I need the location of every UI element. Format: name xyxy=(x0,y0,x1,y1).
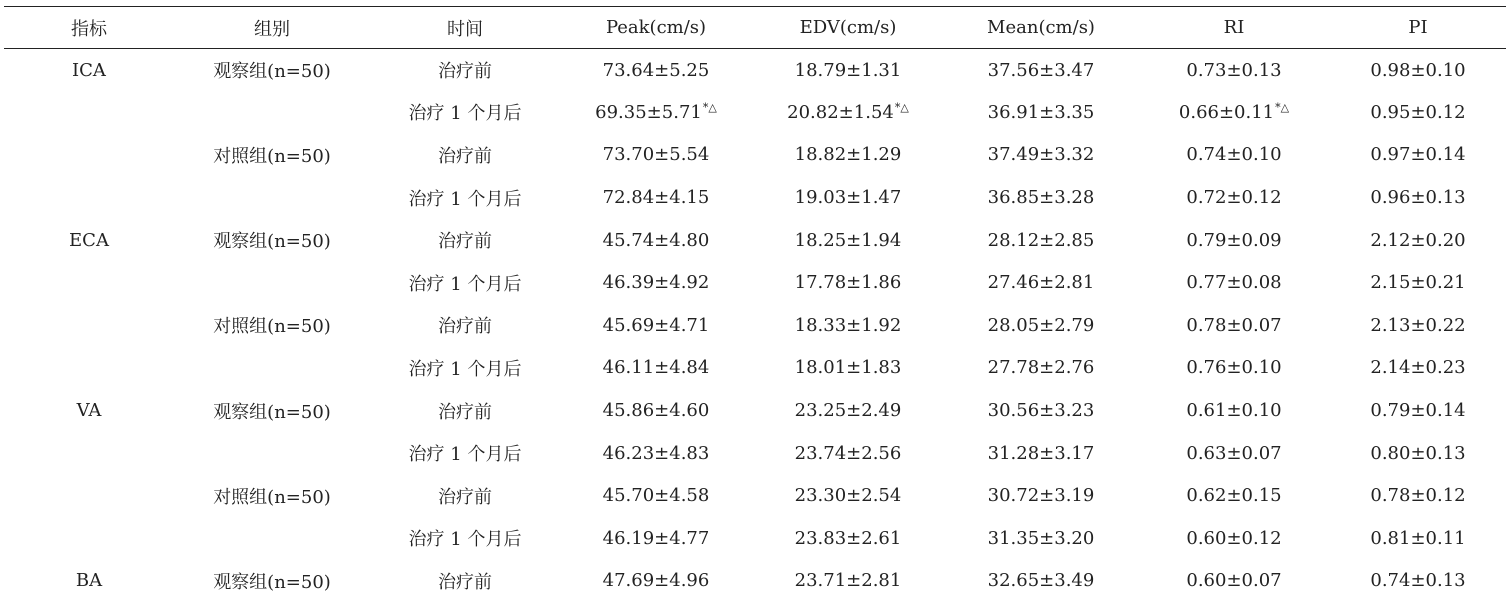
edv-cell xyxy=(752,347,944,390)
indicator-cell: ICA xyxy=(4,49,174,92)
header-edv: EDV(cm/s) xyxy=(752,7,944,49)
indicator-cell: ECA xyxy=(4,219,174,262)
indicator-cell xyxy=(4,134,174,177)
significance-marker: *△ xyxy=(895,101,909,114)
header-indicator: 指标 xyxy=(4,7,174,49)
cell-value: 0.81±0.11 xyxy=(1370,528,1465,549)
hemodynamics-table xyxy=(4,6,1506,602)
cell-value: 0.78±0.12 xyxy=(1370,485,1465,506)
cell-value: 0.73±0.13 xyxy=(1186,60,1281,81)
ri-cell xyxy=(1138,347,1330,390)
peak-cell xyxy=(560,560,752,602)
cell-value: 37.49±3.32 xyxy=(988,144,1095,165)
cell-value: 45.70±4.58 xyxy=(603,485,710,506)
cell-value: 47.69±4.96 xyxy=(603,570,710,591)
indicator-cell xyxy=(4,517,174,560)
peak-cell xyxy=(560,304,752,347)
group-cell: 对照组(n=50) xyxy=(174,304,370,347)
header-row xyxy=(4,7,1506,49)
cell-value: 2.15±0.21 xyxy=(1370,272,1465,293)
table-row xyxy=(4,91,1506,134)
pi-cell xyxy=(1330,219,1506,262)
peak-cell xyxy=(560,347,752,390)
cell-value: 30.72±3.19 xyxy=(988,485,1095,506)
table-row xyxy=(4,304,1506,347)
cell-value: 0.95±0.12 xyxy=(1370,102,1465,123)
indicator-cell: BA xyxy=(4,560,174,602)
pi-cell xyxy=(1330,304,1506,347)
cell-value: 36.91±3.35 xyxy=(988,102,1095,123)
table-row xyxy=(4,474,1506,517)
peak-cell xyxy=(560,91,752,134)
group-cell: 对照组(n=50) xyxy=(174,474,370,517)
peak-cell xyxy=(560,389,752,432)
group-cell xyxy=(174,432,370,475)
ri-cell xyxy=(1138,176,1330,219)
pi-cell xyxy=(1330,560,1506,602)
time-cell: 治疗前 xyxy=(370,49,560,92)
cell-value: 31.35±3.20 xyxy=(988,528,1095,549)
cell-value: 0.79±0.14 xyxy=(1370,400,1465,421)
cell-value: 73.64±5.25 xyxy=(603,60,710,81)
cell-value: 30.56±3.23 xyxy=(988,400,1095,421)
ri-cell xyxy=(1138,261,1330,304)
cell-value: 0.80±0.13 xyxy=(1370,443,1465,464)
cell-value: 31.28±3.17 xyxy=(988,443,1095,464)
table-row xyxy=(4,389,1506,432)
pi-cell xyxy=(1330,176,1506,219)
cell-value: 2.12±0.20 xyxy=(1370,230,1465,251)
cell-value: 0.63±0.07 xyxy=(1186,443,1281,464)
cell-value: 19.03±1.47 xyxy=(795,187,902,208)
pi-cell xyxy=(1330,389,1506,432)
mean-cell xyxy=(944,304,1138,347)
cell-value: 73.70±5.54 xyxy=(603,144,710,165)
indicator-cell xyxy=(4,261,174,304)
cell-value: 46.39±4.92 xyxy=(603,272,710,293)
data-table-container xyxy=(4,6,1506,602)
table-row xyxy=(4,347,1506,390)
edv-cell xyxy=(752,432,944,475)
time-cell: 治疗 1 个月后 xyxy=(370,261,560,304)
edv-cell xyxy=(752,134,944,177)
cell-value: 23.83±2.61 xyxy=(795,528,902,549)
group-cell: 观察组(n=50) xyxy=(174,389,370,432)
cell-value: 28.05±2.79 xyxy=(988,315,1095,336)
group-cell: 观察组(n=50) xyxy=(174,49,370,92)
group-cell xyxy=(174,176,370,219)
pi-cell xyxy=(1330,432,1506,475)
table-row xyxy=(4,517,1506,560)
group-cell xyxy=(174,517,370,560)
peak-cell xyxy=(560,176,752,219)
table-row xyxy=(4,176,1506,219)
table-row xyxy=(4,134,1506,177)
group-cell: 观察组(n=50) xyxy=(174,219,370,262)
indicator-cell xyxy=(4,176,174,219)
time-cell: 治疗前 xyxy=(370,474,560,517)
pi-cell xyxy=(1330,134,1506,177)
cell-value: 17.78±1.86 xyxy=(795,272,902,293)
mean-cell xyxy=(944,517,1138,560)
time-cell: 治疗 1 个月后 xyxy=(370,517,560,560)
group-cell xyxy=(174,91,370,134)
time-cell: 治疗前 xyxy=(370,304,560,347)
table-row xyxy=(4,219,1506,262)
header-peak: Peak(cm/s) xyxy=(560,7,752,49)
peak-cell xyxy=(560,517,752,560)
mean-cell xyxy=(944,347,1138,390)
cell-value: 45.74±4.80 xyxy=(603,230,710,251)
ri-cell xyxy=(1138,389,1330,432)
ri-cell xyxy=(1138,91,1330,134)
peak-cell xyxy=(560,474,752,517)
time-cell: 治疗前 xyxy=(370,389,560,432)
edv-cell xyxy=(752,474,944,517)
mean-cell xyxy=(944,560,1138,602)
edv-cell xyxy=(752,91,944,134)
pi-cell xyxy=(1330,261,1506,304)
mean-cell xyxy=(944,474,1138,517)
mean-cell xyxy=(944,432,1138,475)
cell-value: 23.30±2.54 xyxy=(795,485,902,506)
cell-value: 69.35±5.71 xyxy=(595,102,702,123)
pi-cell xyxy=(1330,347,1506,390)
header-mean: Mean(cm/s) xyxy=(944,7,1138,49)
table-row xyxy=(4,560,1506,602)
cell-value: 0.98±0.10 xyxy=(1370,60,1465,81)
cell-value: 18.25±1.94 xyxy=(795,230,902,251)
cell-value: 0.72±0.12 xyxy=(1186,187,1281,208)
ri-cell xyxy=(1138,560,1330,602)
cell-value: 0.96±0.13 xyxy=(1370,187,1465,208)
cell-value: 23.74±2.56 xyxy=(795,443,902,464)
time-cell: 治疗 1 个月后 xyxy=(370,91,560,134)
cell-value: 28.12±2.85 xyxy=(988,230,1095,251)
cell-value: 2.13±0.22 xyxy=(1370,315,1465,336)
peak-cell xyxy=(560,49,752,92)
cell-value: 32.65±3.49 xyxy=(988,570,1095,591)
cell-value: 72.84±4.15 xyxy=(603,187,710,208)
pi-cell xyxy=(1330,49,1506,92)
ri-cell xyxy=(1138,304,1330,347)
group-cell xyxy=(174,261,370,304)
header-group: 组别 xyxy=(174,7,370,49)
table-body xyxy=(4,49,1506,602)
peak-cell xyxy=(560,261,752,304)
ri-cell xyxy=(1138,474,1330,517)
cell-value: 23.25±2.49 xyxy=(795,400,902,421)
significance-marker: *△ xyxy=(703,101,717,114)
indicator-cell xyxy=(4,304,174,347)
header-time: 时间 xyxy=(370,7,560,49)
group-cell: 对照组(n=50) xyxy=(174,134,370,177)
cell-value: 0.66±0.11 xyxy=(1179,102,1274,123)
cell-value: 0.79±0.09 xyxy=(1186,230,1281,251)
ri-cell xyxy=(1138,134,1330,177)
edv-cell xyxy=(752,304,944,347)
header-pi: PI xyxy=(1330,7,1506,49)
cell-value: 23.71±2.81 xyxy=(795,570,902,591)
cell-value: 18.01±1.83 xyxy=(795,357,902,378)
cell-value: 0.62±0.15 xyxy=(1186,485,1281,506)
indicator-cell xyxy=(4,474,174,517)
time-cell: 治疗前 xyxy=(370,560,560,602)
group-cell: 观察组(n=50) xyxy=(174,560,370,602)
edv-cell xyxy=(752,176,944,219)
header-ri: RI xyxy=(1138,7,1330,49)
cell-value: 18.82±1.29 xyxy=(795,144,902,165)
mean-cell xyxy=(944,176,1138,219)
mean-cell xyxy=(944,389,1138,432)
ri-cell xyxy=(1138,219,1330,262)
ri-cell xyxy=(1138,49,1330,92)
edv-cell xyxy=(752,261,944,304)
significance-marker: *△ xyxy=(1275,101,1289,114)
edv-cell xyxy=(752,389,944,432)
cell-value: 0.77±0.08 xyxy=(1186,272,1281,293)
cell-value: 0.78±0.07 xyxy=(1186,315,1281,336)
mean-cell xyxy=(944,219,1138,262)
indicator-cell: VA xyxy=(4,389,174,432)
cell-value: 0.74±0.13 xyxy=(1370,570,1465,591)
time-cell: 治疗前 xyxy=(370,134,560,177)
table-row xyxy=(4,261,1506,304)
edv-cell xyxy=(752,517,944,560)
pi-cell xyxy=(1330,517,1506,560)
table-header xyxy=(4,7,1506,49)
table-row xyxy=(4,49,1506,92)
mean-cell xyxy=(944,134,1138,177)
mean-cell xyxy=(944,49,1138,92)
mean-cell xyxy=(944,91,1138,134)
cell-value: 45.86±4.60 xyxy=(603,400,710,421)
time-cell: 治疗 1 个月后 xyxy=(370,432,560,475)
pi-cell xyxy=(1330,91,1506,134)
group-cell xyxy=(174,347,370,390)
indicator-cell xyxy=(4,91,174,134)
time-cell: 治疗 1 个月后 xyxy=(370,176,560,219)
ri-cell xyxy=(1138,517,1330,560)
peak-cell xyxy=(560,432,752,475)
table-row xyxy=(4,432,1506,475)
cell-value: 46.19±4.77 xyxy=(603,528,710,549)
cell-value: 0.61±0.10 xyxy=(1186,400,1281,421)
cell-value: 27.46±2.81 xyxy=(988,272,1095,293)
cell-value: 37.56±3.47 xyxy=(988,60,1095,81)
mean-cell xyxy=(944,261,1138,304)
ri-cell xyxy=(1138,432,1330,475)
cell-value: 2.14±0.23 xyxy=(1370,357,1465,378)
peak-cell xyxy=(560,134,752,177)
cell-value: 27.78±2.76 xyxy=(988,357,1095,378)
peak-cell xyxy=(560,219,752,262)
indicator-cell xyxy=(4,432,174,475)
cell-value: 0.97±0.14 xyxy=(1370,144,1465,165)
cell-value: 18.33±1.92 xyxy=(795,315,902,336)
cell-value: 20.82±1.54 xyxy=(787,102,894,123)
cell-value: 46.11±4.84 xyxy=(603,357,710,378)
edv-cell xyxy=(752,560,944,602)
indicator-cell xyxy=(4,347,174,390)
cell-value: 36.85±3.28 xyxy=(988,187,1095,208)
cell-value: 0.60±0.07 xyxy=(1186,570,1281,591)
cell-value: 46.23±4.83 xyxy=(603,443,710,464)
cell-value: 0.74±0.10 xyxy=(1186,144,1281,165)
cell-value: 18.79±1.31 xyxy=(795,60,902,81)
edv-cell xyxy=(752,49,944,92)
time-cell: 治疗前 xyxy=(370,219,560,262)
cell-value: 0.60±0.12 xyxy=(1186,528,1281,549)
edv-cell xyxy=(752,219,944,262)
cell-value: 45.69±4.71 xyxy=(603,315,710,336)
time-cell: 治疗 1 个月后 xyxy=(370,347,560,390)
pi-cell xyxy=(1330,474,1506,517)
cell-value: 0.76±0.10 xyxy=(1186,357,1281,378)
